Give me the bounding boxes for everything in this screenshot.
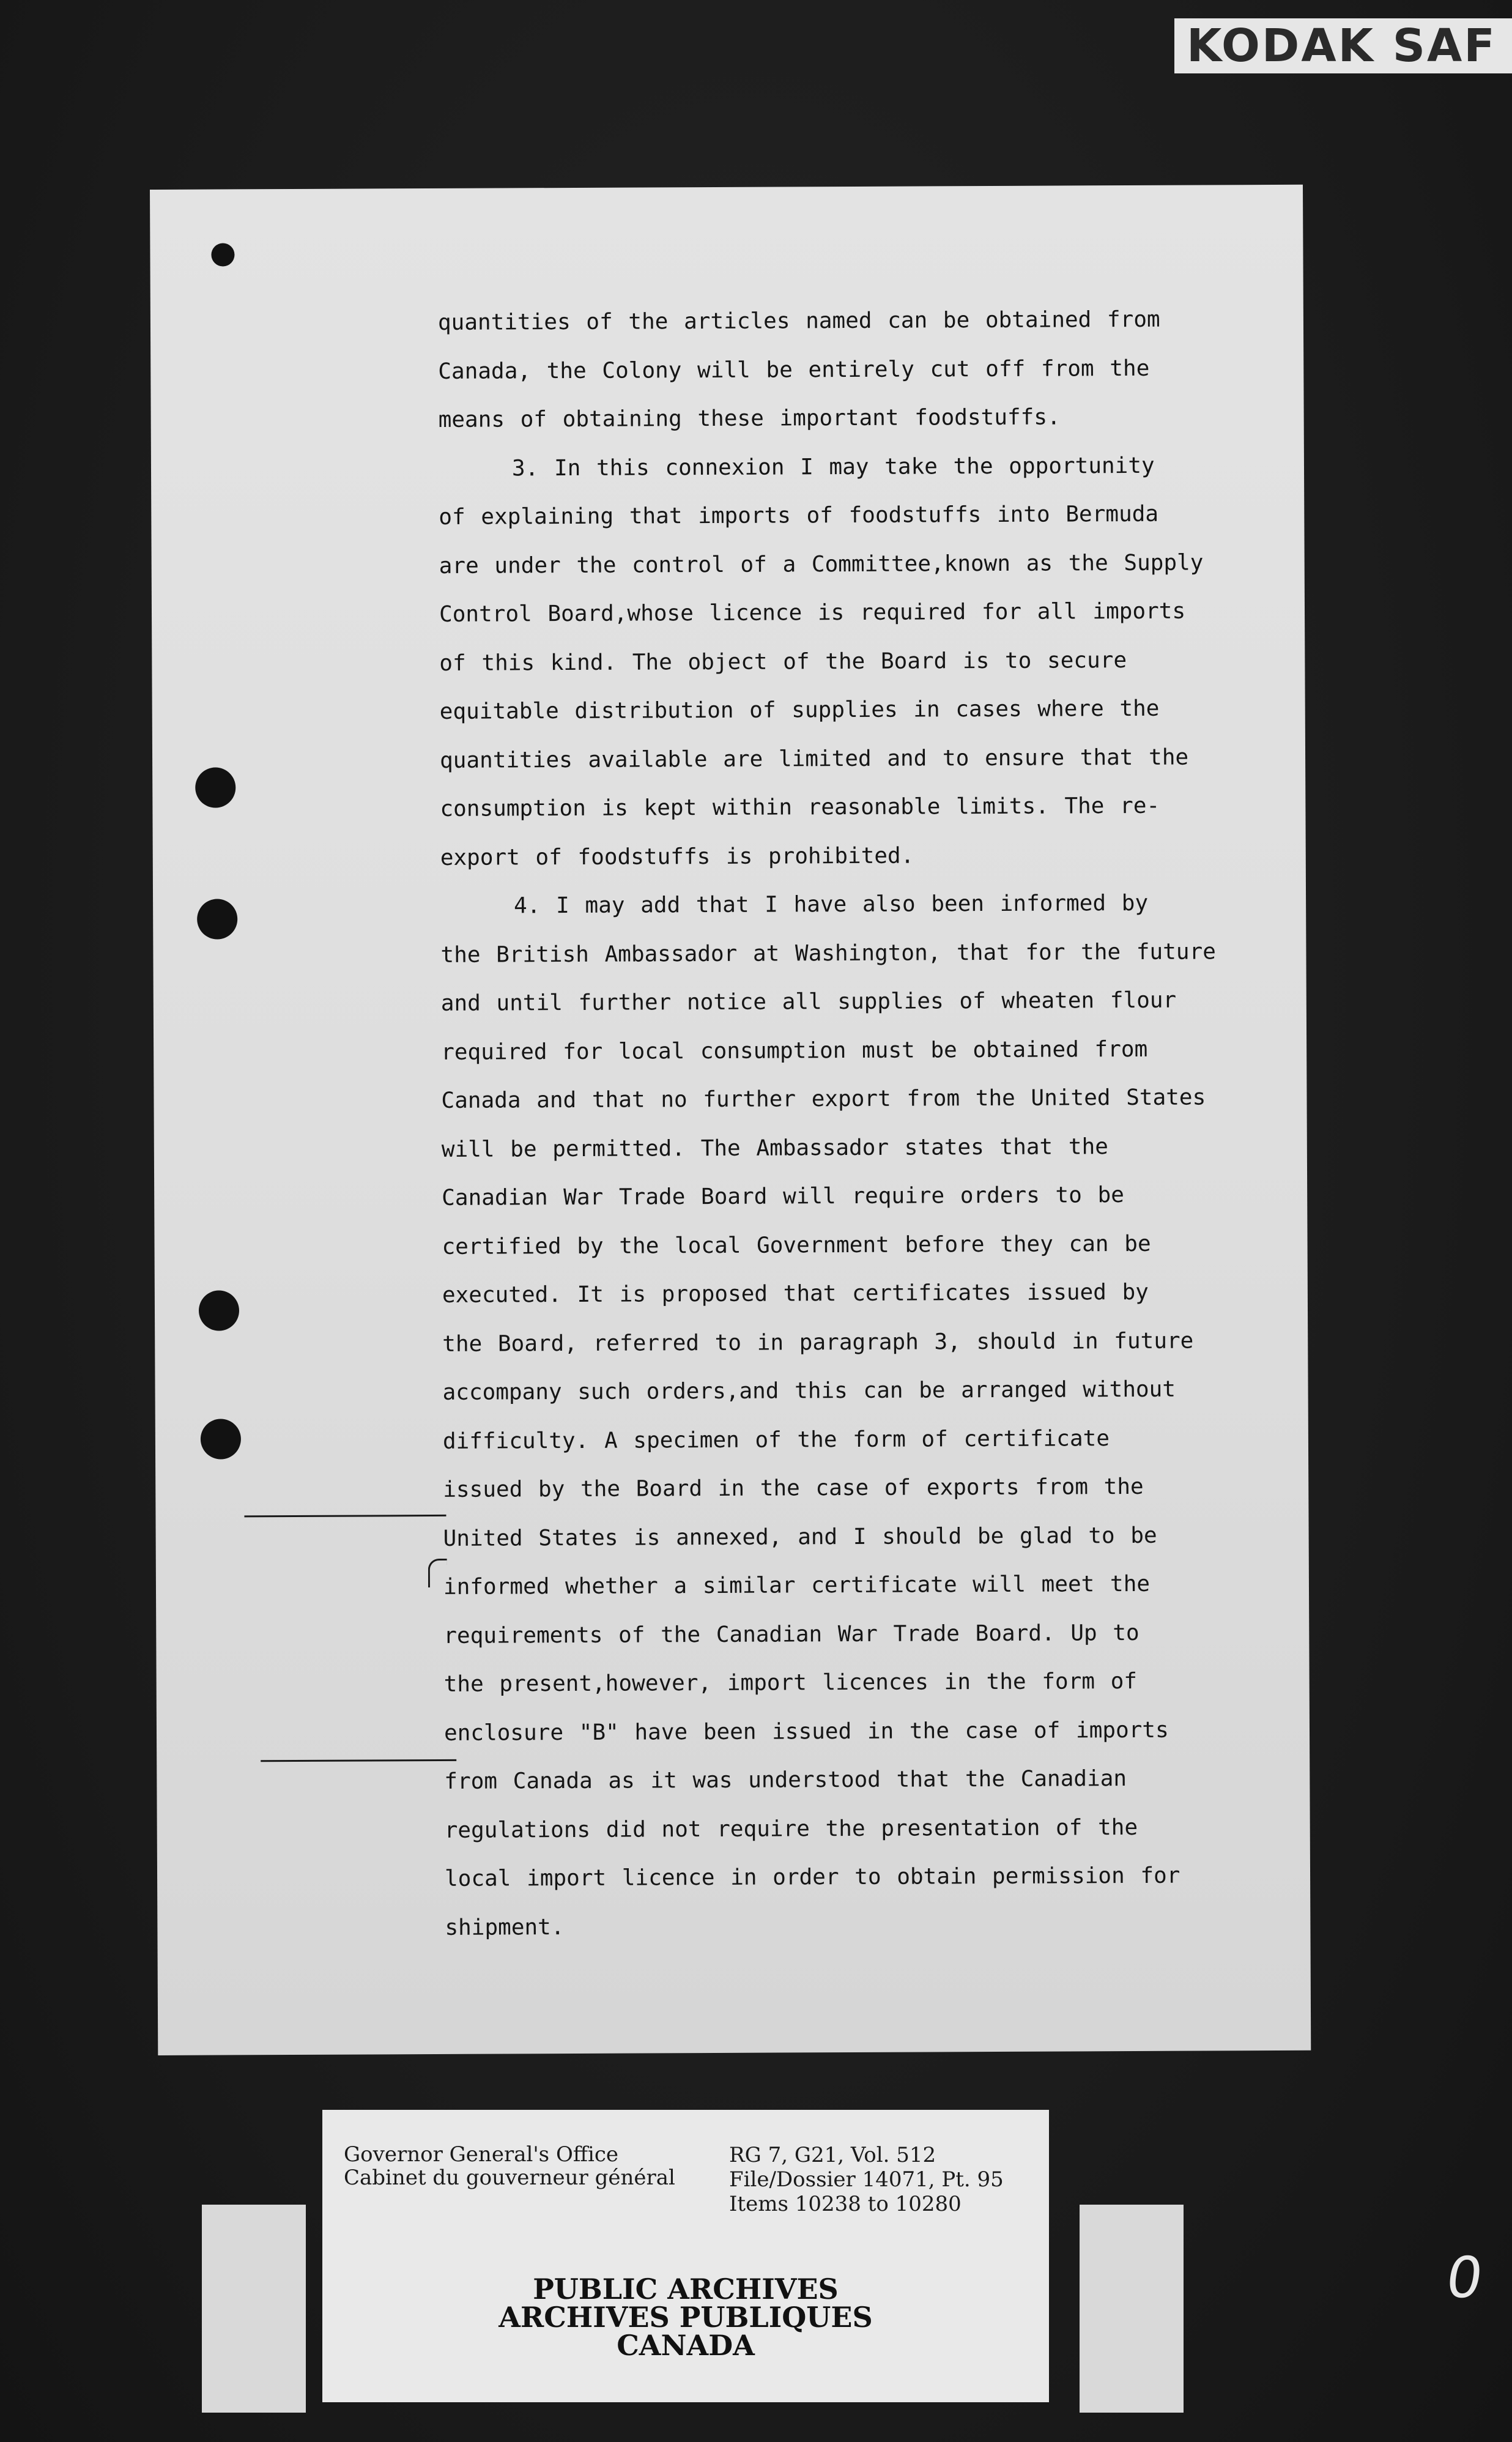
text-line: local import licence in order to obtain permission for: [444, 1863, 1180, 1891]
reference-block: [729, 2143, 1004, 2216]
text-line: certified by the local Government before they can be: [442, 1231, 1151, 1260]
text-line: informed whether a similar certificate will meet the: [443, 1571, 1151, 1600]
record-group-reference: RG 7, G21, Vol. 512: [729, 2143, 936, 2167]
margin-annotation-line-2: [261, 1759, 456, 1762]
item-range: Items 10238 to 10280: [729, 2192, 962, 2216]
text-line: regulations did not require the presentation of the: [444, 1814, 1138, 1843]
office-name-en: Governor General's Office: [344, 2142, 619, 2167]
text-line: required for local consumption must be obtained from: [441, 1036, 1148, 1065]
label-holder-tab-right: [1080, 2205, 1184, 2413]
text-line: the British Ambassador at Washington, that for the future: [440, 938, 1216, 968]
text-line: Canada, the Colony will be entirely cut off from the: [438, 355, 1150, 384]
text-line: and until further notice all supplies of wheaten flour: [440, 987, 1177, 1016]
text-line: executed. It is proposed that certificates issued by: [442, 1279, 1149, 1308]
text-line: issued by the Board in the case of exports from the: [443, 1474, 1144, 1502]
text-line: of this kind. The object of the Board is to secure: [439, 647, 1127, 676]
text-line: Canada and that no further export from the United States: [441, 1085, 1206, 1113]
office-name-fr: Cabinet du gouverneur général: [344, 2166, 675, 2190]
margin-annotation-line-1: [244, 1515, 446, 1517]
text-line: the present,however, import licences in the form of: [443, 1668, 1138, 1697]
text-line: Canadian War Trade Board will require orders to be: [442, 1182, 1124, 1211]
text-line: of explaining that imports of foodstuffs into Bermuda: [439, 501, 1159, 530]
letter-body: [438, 295, 1289, 1952]
paragraph-3-start: 3. In this connexion I may take the opportunity: [511, 453, 1155, 481]
text-line: quantities of the articles named can be obtained from: [437, 306, 1160, 335]
public-archives-stamp: [322, 2273, 1049, 2362]
text-line: United States is annexed, and I should be glad to be: [443, 1523, 1157, 1551]
text-line: enclosure "B" have been issued in the case of imports: [443, 1717, 1169, 1746]
text-line: accompany such orders,and this can be arranged without: [442, 1376, 1176, 1405]
text-line: the Board, referred to in paragraph 3, should in future: [442, 1328, 1194, 1357]
punch-hole-1: [195, 767, 235, 807]
letter-page: [150, 185, 1311, 2055]
file-dossier-number: File/Dossier 14071, Pt. 95: [729, 2167, 1004, 2192]
text-line: Control Board,whose licence is required for all imports: [439, 598, 1186, 627]
text-line: export of foodstuffs is prohibited.: [440, 843, 914, 870]
text-line: shipment.: [445, 1914, 565, 1940]
punch-hole-top: [211, 243, 234, 266]
label-holder-tab-left: [202, 2205, 306, 2413]
text-line: are under the control of a Committee,known as the Supply: [439, 549, 1204, 579]
text-line: will be permitted. The Ambassador states that the: [441, 1134, 1108, 1162]
text-line: requirements of the Canadian War Trade Board. Up to: [443, 1620, 1140, 1649]
kodak-edge-mark: KODAK SAF: [1187, 20, 1497, 72]
punch-hole-2: [197, 899, 237, 939]
text-line: equitable distribution of supplies in cases where the: [439, 696, 1160, 724]
text-line: consumption is kept within reasonable limits. The re-: [440, 793, 1160, 822]
paragraph-4-start: 4. I may add that I have also been informed by: [514, 890, 1149, 919]
stamp-line-1: PUBLIC ARCHIVES: [533, 2273, 839, 2306]
text-line: means of obtaining these important foodstuffs.: [438, 404, 1061, 432]
punch-hole-4: [201, 1419, 241, 1459]
punch-hole-3: [199, 1290, 239, 1330]
text-line: from Canada as it was understood that the Canadian: [444, 1766, 1127, 1794]
stamp-line-2: ARCHIVES PUBLIQUES: [498, 2301, 873, 2334]
stamp-line-3: CANADA: [617, 2329, 755, 2362]
office-block: [344, 2143, 675, 2189]
text-line: quantities available are limited and to ensure that the: [439, 744, 1189, 773]
frame-number: 0: [1442, 2245, 1488, 2310]
text-line: difficulty. A specimen of the form of certificate: [442, 1425, 1110, 1454]
archive-label-card: [322, 2110, 1049, 2402]
